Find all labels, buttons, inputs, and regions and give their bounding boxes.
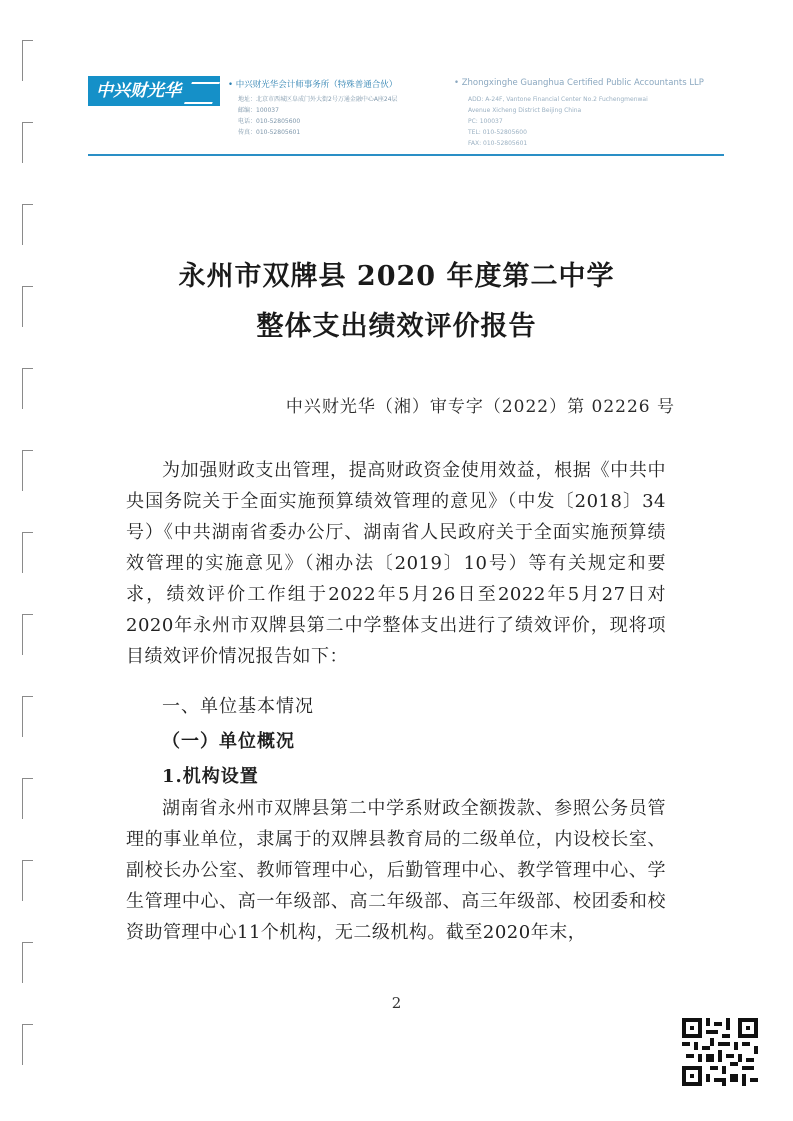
body-paragraph: 湖南省永州市双牌县第二中学系财政全额拨款、参照公务员管理的事业单位，隶属于的双牌县教育局的二级单位，内设校长室、副校长办公室、教师管理中心，后勤管理中心、教学管理中心、学生管理中心、高一年级部、高二年级部、高三年级部、校团委和校资助管理中心11个机构，无二级机构。截至2020年末， [126, 798, 666, 943]
subsection-heading: （一）单位概况 [162, 731, 295, 752]
logo-swoosh-icon [184, 82, 220, 104]
contact-line: 电话：010-52805600 [238, 118, 301, 125]
logo-text: 中兴财光华 [96, 81, 181, 101]
letterhead [88, 68, 728, 160]
contact-line: 地址：北京市西城区阜成门外大街2号万通金融中心A座24层 [238, 96, 398, 103]
report-title-line2: 整体支出绩效评价报告 [256, 311, 537, 342]
firm-name-cn: • 中兴财光华会计师事务所（特殊普通合伙） [228, 80, 398, 90]
item-heading: 1.机构设置 [162, 766, 259, 787]
contact-info-en [468, 94, 648, 149]
intro-paragraph: 为加强财政支出管理，提高财政资金使用效益，根据《中共中央国务院关于全面实施预算绩效管理的意见》（中发〔2018〕34号）《中共湖南省委办公厅、湖南省人民政府关于全面实施预算绩效管理的实施意见》（湘办法〔2019〕10号）等有关规定和要求，绩效评价工作组于2022年5月26日至2022年5月27日对2020年永州市双牌县第二中学整体支出进行了绩效评价，现将项目绩效评价情况报告如下： [126, 460, 666, 667]
contact-line: ADD: A-24F, Vantone Financial Center No.2 Fuchengmenwai [468, 96, 648, 103]
binding-margin-marks [22, 40, 36, 1080]
firm-logo [88, 76, 220, 106]
contact-line: TEL: 010-52805600 [468, 129, 527, 136]
qr-code-icon [682, 1018, 758, 1086]
section-heading-1: 一、单位基本情况 [162, 696, 314, 717]
report-title-line1: 永州市双牌县 2020 年度第二中学 [178, 261, 615, 292]
contact-line: PC: 100037 [468, 118, 503, 125]
contact-line: 邮编：100037 [238, 107, 279, 114]
contact-line: Avenue Xicheng District Beijing China [468, 107, 582, 114]
contact-line: 传真：010-52805601 [238, 129, 301, 136]
letterhead-divider [88, 154, 724, 156]
contact-line: FAX: 010-52805601 [468, 140, 528, 147]
page-number: 2 [391, 994, 402, 1012]
contact-info-cn [238, 94, 398, 138]
firm-name-en: • Zhongxinghe Guanghua Certified Public Accountants LLP [454, 78, 704, 88]
document-number: 中兴财光华（湘）审专字（2022）第 02226 号 [285, 397, 675, 417]
